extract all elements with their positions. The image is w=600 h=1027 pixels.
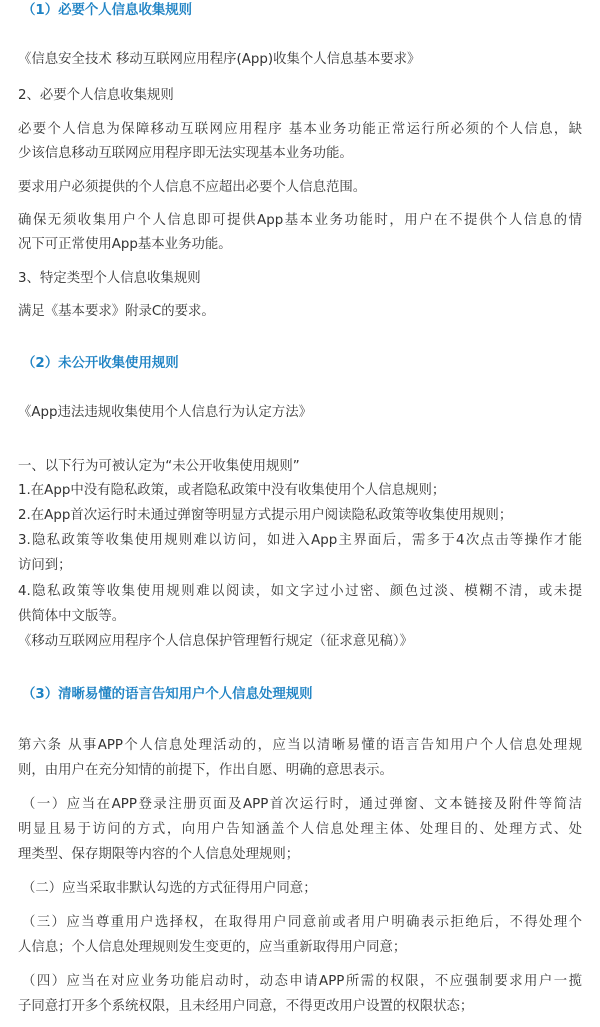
section-heading-1: （1）必要个人信息收集规则 bbox=[22, 3, 193, 18]
paragraph: 必要个人信息为保障移动互联网应用程序 基本业务功能正常运行所必须的个人信息，缺 bbox=[18, 122, 582, 137]
source-citation: 《信息安全技术 移动互联网应用程序(App)收集个人信息基本要求》 bbox=[18, 52, 421, 67]
paragraph: 少该信息移动互联网应用程序即无法实现基本业务功能。 bbox=[18, 146, 353, 161]
list-item: 供简体中文版等。 bbox=[18, 609, 126, 624]
subsection-title: 2、必要个人信息收集规则 bbox=[18, 88, 174, 103]
article-paragraph: 则，由用户在充分知情的前提下，作出自愿、明确的意思表示。 bbox=[18, 763, 393, 778]
source-citation: 《移动互联网应用程序个人信息保护管理暂行规定（征求意见稿）》 bbox=[18, 634, 414, 649]
article-paragraph: 第六条 从事APP个人信息处理活动的，应当以清晰易懂的语言告知用户个人信息处理规 bbox=[18, 738, 582, 753]
clause-paragraph: （四）应当在对应业务功能启动时，动态申请APP所需的权限，不应强制要求用户一揽 bbox=[22, 974, 582, 989]
clause-paragraph: （二）应当采取非默认勾选的方式征得用户同意； bbox=[22, 881, 317, 896]
section-heading-3: （3）清晰易懂的语言告知用户个人信息处理规则 bbox=[22, 687, 313, 702]
source-citation: 《App违法违规收集使用个人信息行为认定方法》 bbox=[18, 405, 312, 420]
list-item: 4.隐私政策等收集使用规则难以阅读，如文字过小过密、颜色过淡、模糊不清，或未提 bbox=[18, 584, 582, 599]
clause-paragraph: 子同意打开多个系统权限，且未经用户同意，不得更改用户设置的权限状态； bbox=[18, 999, 474, 1014]
clause-paragraph: （三）应当尊重用户选择权，在取得用户同意前或者用户明确表示拒绝后，不得处理个 bbox=[22, 915, 582, 930]
paragraph: 况下可正常使用App基本业务功能。 bbox=[18, 237, 232, 252]
section-heading-2: （2）未公开收集使用规则 bbox=[22, 356, 179, 371]
paragraph: 满足《基本要求》附录C的要求。 bbox=[18, 304, 215, 319]
list-intro: 一、以下行为可被认定为“未公开收集使用规则” bbox=[18, 459, 300, 474]
list-item: 3.隐私政策等收集使用规则难以访问，如进入App主界面后，需多于4次点击等操作才能 bbox=[18, 533, 582, 548]
clause-paragraph: 明显且易于访问的方式，向用户告知涵盖个人信息处理主体、处理目的、处理方式、处 bbox=[18, 822, 582, 837]
paragraph: 要求用户必须提供的个人信息不应超出必要个人信息范围。 bbox=[18, 180, 367, 195]
list-item: 1.在App中没有隐私政策，或者隐私政策中没有收集使用个人信息规则； bbox=[18, 483, 446, 498]
list-item: 2.在App首次运行时未通过弹窗等明显方式提示用户阅读隐私政策等收集使用规则； bbox=[18, 508, 513, 523]
clause-paragraph: 理类型、保存期限等内容的个人信息处理规则； bbox=[18, 847, 300, 862]
paragraph: 确保无须收集用户个人信息即可提供App基本业务功能时，用户在不提供个人信息的情 bbox=[18, 213, 582, 228]
subsection-title: 3、特定类型个人信息收集规则 bbox=[18, 271, 201, 286]
clause-paragraph: （一）应当在APP登录注册页面及APP首次运行时，通过弹窗、文本链接及附件等简洁 bbox=[22, 797, 582, 812]
clause-paragraph: 人信息；个人信息处理规则发生变更的，应当重新取得用户同意； bbox=[18, 940, 407, 955]
list-item: 访问到； bbox=[18, 558, 72, 573]
